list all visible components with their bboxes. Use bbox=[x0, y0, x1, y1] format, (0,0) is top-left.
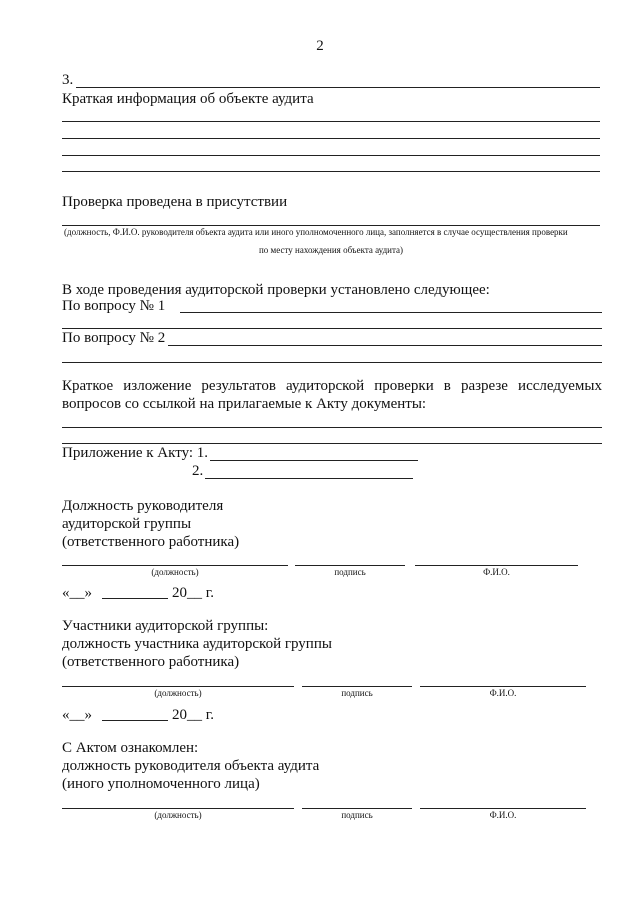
question-2-line[interactable] bbox=[168, 345, 602, 346]
members-line-2: должность участника аудиторской группы bbox=[62, 636, 332, 652]
presence-hint-2: по месту нахождения объекта аудита) bbox=[258, 245, 404, 255]
head-position-caption: (должность) bbox=[151, 567, 199, 577]
question-1-label: По вопросу № 1 bbox=[62, 298, 166, 314]
question-2-line-2[interactable] bbox=[62, 362, 602, 363]
members-name-field[interactable] bbox=[420, 686, 586, 687]
head-name-field[interactable] bbox=[415, 565, 578, 566]
acquainted-line-3: (иного уполномоченного лица) bbox=[62, 776, 260, 792]
acquainted-position-field[interactable] bbox=[62, 808, 294, 809]
summary-line-2: вопросов со ссылкой на прилагаемые к Акту документы: bbox=[62, 396, 427, 412]
appendix-item-1-line[interactable] bbox=[210, 460, 418, 461]
summary-line-1: Краткое изложение результатов аудиторской проверки в разрезе исследуемых bbox=[62, 378, 602, 394]
appendix-item-2-line[interactable] bbox=[205, 478, 413, 479]
members-date-year: 20__ г. bbox=[172, 707, 214, 723]
members-position-caption: (должность) bbox=[154, 688, 202, 698]
question-2-label: По вопросу № 2 bbox=[62, 330, 166, 346]
brief-info-line-3[interactable] bbox=[62, 155, 600, 156]
head-position-line-2: аудиторской группы bbox=[62, 516, 192, 532]
members-signature-field[interactable] bbox=[302, 686, 412, 687]
appendix-label: Приложение к Акту: 1. bbox=[62, 445, 209, 461]
summary-line-a[interactable] bbox=[62, 427, 602, 428]
findings-intro: В ходе проведения аудиторской проверки установлено следующее: bbox=[62, 282, 490, 298]
head-position-field[interactable] bbox=[62, 565, 288, 566]
members-line-1: Участники аудиторской группы: bbox=[62, 618, 269, 634]
head-date-month-field[interactable] bbox=[102, 598, 168, 599]
section3-title-line[interactable] bbox=[76, 87, 600, 88]
acquainted-position-caption: (должность) bbox=[154, 810, 202, 820]
brief-info-line-1[interactable] bbox=[62, 121, 600, 122]
members-date-day: «__» bbox=[62, 707, 92, 723]
brief-info-line-2[interactable] bbox=[62, 138, 600, 139]
brief-info-label: Краткая информация об объекте аудита bbox=[62, 91, 314, 107]
acquainted-name-field[interactable] bbox=[420, 808, 586, 809]
acquainted-line-1: С Актом ознакомлен: bbox=[62, 740, 199, 756]
head-name-caption: Ф.И.О. bbox=[483, 567, 510, 577]
question-1-line[interactable] bbox=[180, 312, 602, 313]
members-signature-caption: подпись bbox=[341, 688, 373, 698]
members-position-field[interactable] bbox=[62, 686, 294, 687]
head-date-year: 20__ г. bbox=[172, 585, 214, 601]
head-position-line-3: (ответственного работника) bbox=[62, 534, 240, 550]
presence-line[interactable] bbox=[62, 225, 600, 226]
acquainted-line-2: должность руководителя объекта аудита bbox=[62, 758, 320, 774]
members-name-caption: Ф.И.О. bbox=[489, 688, 517, 698]
brief-info-line-4[interactable] bbox=[62, 171, 600, 172]
acquainted-signature-caption: подпись bbox=[341, 810, 373, 820]
appendix-item-2-label: 2. bbox=[192, 463, 204, 479]
page-number: 2 bbox=[316, 38, 324, 54]
head-signature-field[interactable] bbox=[295, 565, 405, 566]
acquainted-signature-field[interactable] bbox=[302, 808, 412, 809]
section-number: 3. bbox=[62, 72, 74, 88]
head-signature-caption: подпись bbox=[334, 567, 366, 577]
head-date-day: «__» bbox=[62, 585, 92, 601]
acquainted-name-caption: Ф.И.О. bbox=[489, 810, 517, 820]
members-date-month-field[interactable] bbox=[102, 720, 168, 721]
members-line-3: (ответственного работника) bbox=[62, 654, 240, 670]
head-position-line-1: Должность руководителя bbox=[62, 498, 224, 514]
presence-label: Проверка проведена в присутствии bbox=[62, 194, 288, 210]
presence-hint-1: (должность, Ф.И.О. руководителя объекта аудита или иного уполномоченного лица, заполняется в случае осуществления проверки bbox=[64, 227, 568, 237]
